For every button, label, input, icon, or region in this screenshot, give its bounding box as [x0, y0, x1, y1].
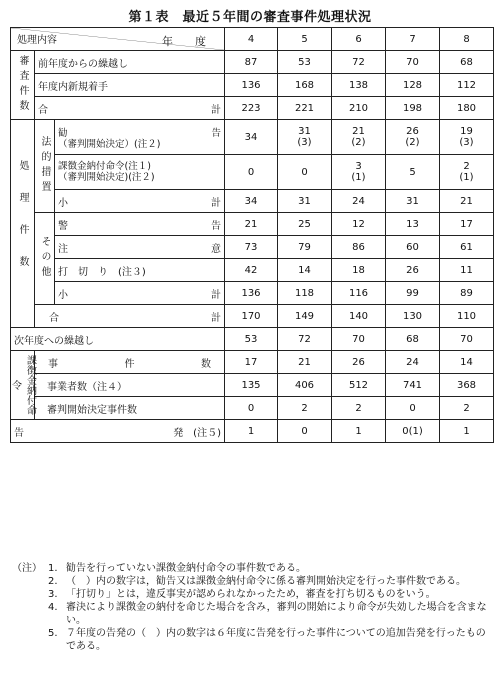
table-cell: 14	[440, 351, 494, 374]
row-label: 計	[211, 289, 221, 301]
table-cell: 140	[332, 305, 386, 328]
table-title: 第１表 最近５年間の審査事件処理状況	[128, 10, 372, 25]
group-label-houteki: 法的措置	[35, 120, 55, 213]
table-cell: 99	[386, 282, 440, 305]
footnote-text: 審決により課徴金の納付を命じた場合を含み，審判の開始により命令が失効した場合を含まない。	[66, 602, 487, 626]
table-cell: 72	[332, 51, 386, 74]
table-cell: 118	[278, 282, 332, 305]
row-label: 合	[49, 312, 59, 324]
table-cell: 170	[225, 305, 278, 328]
table-row	[11, 97, 494, 120]
table-cell: 149	[278, 305, 332, 328]
header-diagonal-cell	[11, 28, 225, 51]
table-cell: 13	[386, 213, 440, 236]
table-row	[11, 155, 494, 190]
table-cell: 2	[463, 161, 470, 172]
footnote-lead: （注）	[12, 563, 42, 574]
table-cell: 1	[332, 420, 386, 443]
footnote-item	[12, 575, 492, 588]
table-row	[11, 397, 494, 420]
header-year-label: 年 度	[162, 35, 206, 48]
table-row	[11, 213, 494, 236]
table-row	[11, 351, 494, 374]
row-label: 課徴金納付命令(注１)	[58, 161, 151, 172]
table-row	[11, 374, 494, 397]
row-label: 発 (注５)	[173, 427, 221, 439]
footnote-index: 2.	[48, 576, 58, 587]
table-cell: 512	[332, 374, 386, 397]
row-label: 年度内新規着手	[38, 81, 108, 93]
group-label-sonota: その他	[35, 213, 55, 305]
footnote-index: 1.	[48, 563, 58, 574]
table-cell: 86	[332, 236, 386, 259]
table-cell: 180	[440, 97, 494, 120]
table-cell: 21	[440, 190, 494, 213]
table-cell: 5	[409, 166, 416, 178]
row-label: 審判開始決定事件数	[47, 404, 137, 416]
row-label: 意	[211, 243, 221, 255]
table-cell: 73	[225, 236, 278, 259]
table-cell: 79	[278, 236, 332, 259]
table-cell: 60	[386, 236, 440, 259]
table-cell: 112	[440, 74, 494, 97]
table-cell: 19	[460, 126, 473, 137]
table-row	[11, 259, 494, 282]
table-row	[11, 282, 494, 305]
group-label-shinsa: 審査件数	[11, 51, 35, 120]
footnotes	[12, 562, 492, 653]
table-cell: 128	[386, 74, 440, 97]
footnote-item	[12, 627, 492, 653]
footnote-index: 5.	[48, 628, 58, 639]
table-cell: 116	[332, 282, 386, 305]
table-cell: 2	[440, 397, 494, 420]
table-cell: 110	[440, 305, 494, 328]
footnote-item	[12, 562, 492, 575]
table-cell: (1)	[459, 172, 474, 183]
row-sublabel: （審判開始決定)(注２)	[58, 172, 155, 183]
row-label: 計	[211, 312, 221, 324]
row-label: 勧	[58, 127, 68, 139]
table-row	[11, 74, 494, 97]
table-row	[11, 51, 494, 74]
table-cell: 17	[440, 213, 494, 236]
table-cell: 21	[225, 213, 278, 236]
table-cell: (3)	[297, 137, 312, 148]
table-cell: 368	[440, 374, 494, 397]
row-label: 小	[58, 197, 68, 209]
table-cell: 168	[278, 74, 332, 97]
group-label-kachokin: 課徴金納付命令	[11, 351, 35, 420]
table-cell: (3)	[459, 137, 474, 148]
table-cell: 2	[278, 397, 332, 420]
footnote-item	[12, 588, 492, 601]
table-cell: 221	[278, 97, 332, 120]
table-cell: 136	[225, 74, 278, 97]
footnote-index: 3.	[48, 589, 58, 600]
year-header: 8	[440, 28, 494, 51]
table-cell: 11	[440, 259, 494, 282]
row-label: 告	[211, 127, 221, 139]
table-cell: 0	[247, 166, 255, 178]
table-cell: 0	[301, 166, 308, 178]
row-sublabel: （審判開始決定）(注２)	[58, 138, 161, 150]
row-label: 次年度への繰越し	[14, 335, 94, 347]
table-cell: 31	[386, 190, 440, 213]
table-cell: 87	[225, 51, 278, 74]
table-cell: 26	[386, 259, 440, 282]
table-cell: 14	[278, 259, 332, 282]
year-header: 4	[225, 28, 278, 51]
table-cell: 0	[278, 420, 332, 443]
table-cell: 72	[278, 328, 332, 351]
row-label: 事	[48, 358, 58, 370]
table-row	[11, 328, 494, 351]
table-cell: (2)	[351, 137, 366, 148]
footnote-text: 勧告を行っていない課徴金納付命令の事件数である。	[66, 563, 306, 574]
table-cell: 42	[225, 259, 278, 282]
row-label: 合	[38, 104, 48, 116]
table-cell: 17	[225, 351, 278, 374]
table-cell: 26	[406, 126, 419, 137]
table-cell: 136	[225, 282, 278, 305]
table-cell: 0	[225, 397, 278, 420]
table-cell: 61	[440, 236, 494, 259]
year-header: 7	[386, 28, 440, 51]
table-cell: 25	[278, 213, 332, 236]
row-label: 小	[58, 289, 68, 301]
table-cell: 53	[225, 328, 278, 351]
table-cell: 0	[386, 397, 440, 420]
row-label: 注	[58, 243, 68, 255]
table-cell: 1	[225, 420, 278, 443]
case-processing-table	[10, 27, 494, 443]
table-cell: 34	[225, 190, 278, 213]
row-label: 計	[211, 104, 221, 116]
table-cell: 70	[386, 51, 440, 74]
table-row	[11, 420, 494, 443]
table-row	[11, 305, 494, 328]
table-cell: 198	[386, 97, 440, 120]
row-label: 前年度からの繰越し	[38, 58, 128, 70]
table-cell: 31	[298, 126, 311, 137]
table-cell: 210	[332, 97, 386, 120]
group-label-shori: 処理件数	[11, 120, 35, 328]
table-cell: 24	[386, 351, 440, 374]
table-cell: 89	[440, 282, 494, 305]
row-label: 告	[14, 427, 24, 439]
table-cell: 138	[332, 74, 386, 97]
table-cell: (1)	[351, 172, 366, 183]
table-cell: 1	[440, 420, 494, 443]
footnote-index: 4.	[48, 602, 58, 613]
table-cell: 18	[332, 259, 386, 282]
table-cell: 70	[440, 328, 494, 351]
table-cell: 135	[225, 374, 278, 397]
table-cell: 26	[332, 351, 386, 374]
table-row	[11, 236, 494, 259]
table-cell: (2)	[405, 137, 420, 148]
table-cell: 68	[440, 51, 494, 74]
header-content-label: 処理内容	[17, 35, 57, 46]
footnote-text: （ ）内の数字は，勧告又は課徴金納付命令に係る審判開始決定を行った事件数である。	[66, 576, 466, 587]
row-label: 事業者数（注４）	[47, 381, 127, 393]
table-cell: 0(1)	[386, 420, 440, 443]
table-cell: 3	[355, 161, 362, 172]
table-row	[11, 190, 494, 213]
year-header: 6	[332, 28, 386, 51]
table-cell: 2	[332, 397, 386, 420]
table-cell: 406	[278, 374, 332, 397]
row-label: 告	[211, 220, 221, 232]
table-cell: 31	[278, 190, 332, 213]
table-cell: 223	[225, 97, 278, 120]
row-label: 警	[58, 220, 68, 232]
footnote-text: 「打切り」とは，違反事実が認められなかったため，審査を打ち切るものをいう。	[66, 589, 436, 600]
table-cell: 21	[352, 126, 365, 137]
table-cell: 24	[332, 190, 386, 213]
table-cell: 68	[386, 328, 440, 351]
row-label: 件	[124, 358, 135, 370]
table-cell: 70	[332, 328, 386, 351]
footnote-item	[12, 601, 492, 627]
header-row	[11, 28, 494, 51]
table-cell: 741	[386, 374, 440, 397]
table-cell: 34	[244, 131, 258, 143]
row-label: 打 切 り (注３)	[58, 266, 146, 278]
table-cell: 21	[278, 351, 332, 374]
year-header: 5	[278, 28, 332, 51]
footnote-text: ７年度の告発の（ ）内の数字は６年度に告発を行った事件についての追加告発を行ったものである。	[66, 628, 486, 652]
table-cell: 53	[278, 51, 332, 74]
table-cell: 12	[332, 213, 386, 236]
table-cell: 130	[386, 305, 440, 328]
table-row	[11, 120, 494, 155]
row-label: 数	[201, 358, 211, 370]
row-label: 計	[211, 197, 221, 209]
